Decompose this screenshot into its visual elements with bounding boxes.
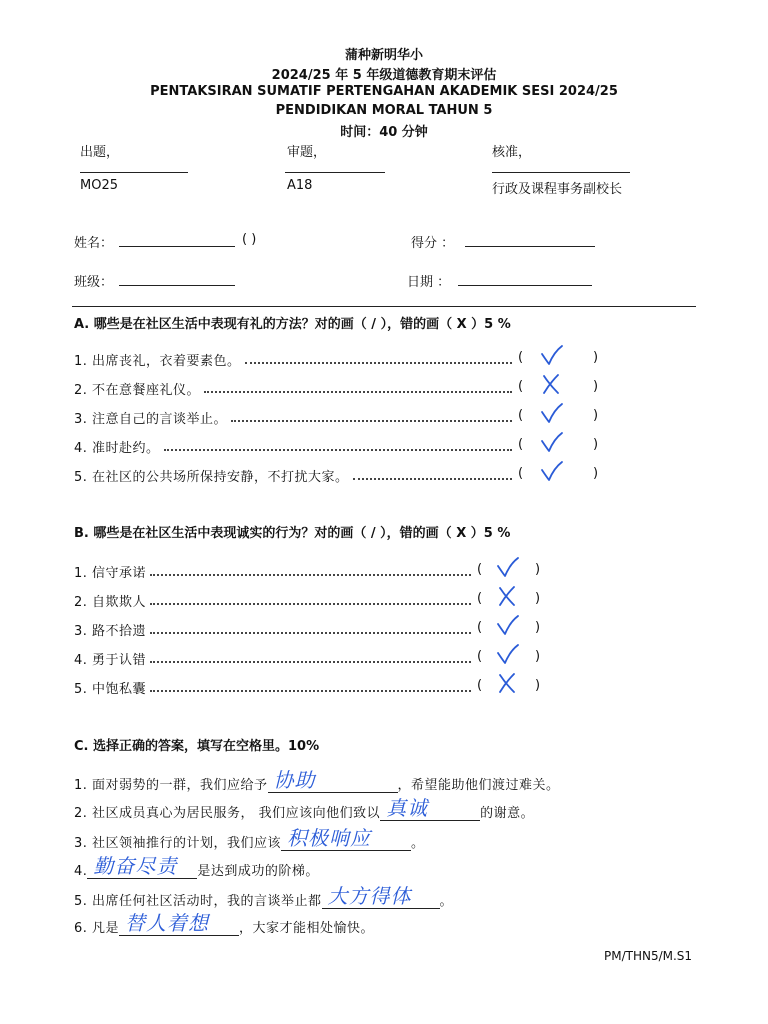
- answer-paren-close: ): [593, 466, 599, 481]
- fill-in-prefix: 4.: [74, 864, 88, 879]
- handwritten-answer: 协助: [273, 768, 316, 792]
- answer-blank[interactable]: [119, 911, 239, 936]
- reviewer-value: A18: [287, 178, 313, 193]
- fill-in-row: [74, 911, 375, 936]
- cross-mark-icon[interactable]: [496, 672, 522, 696]
- answer-paren-open: (: [477, 562, 483, 577]
- leader-dots: [150, 661, 471, 663]
- question-text: 5. 在社区的公共场所保持安静，不打扰大家。: [74, 470, 349, 485]
- leader-dots: [231, 420, 512, 422]
- section-b-title: B. 哪些是在社区生活中表现诚实的行为？对的画（ / ），错的画（ X ）5 %: [74, 526, 511, 541]
- setter-label: 出题，: [80, 145, 120, 160]
- handwritten-answer: 勤奋尽责: [93, 854, 178, 878]
- answer-paren-open: (: [518, 350, 524, 365]
- name-field[interactable]: [119, 246, 235, 247]
- fill-in-row: [74, 854, 319, 879]
- exam-title-ms: PENTAKSIRAN SUMATIF PERTENGAHAN AKADEMIK SESI 2024/25: [150, 84, 618, 99]
- answer-paren-open: (: [477, 620, 483, 635]
- question-text: 1. 信守承诺: [74, 566, 147, 581]
- exam-time: 时间：40 分钟: [340, 125, 428, 140]
- handwritten-answer: 真诚: [386, 796, 429, 820]
- fill-in-prefix: 1. 面对弱势的一群，我们应给予: [74, 778, 268, 793]
- answer-paren-close: ): [593, 437, 599, 452]
- setter-value: MO25: [80, 178, 118, 193]
- check-mark-icon[interactable]: [540, 460, 566, 484]
- section-c-title: C. 选择正确的答案，填写在空格里。10%: [74, 739, 320, 754]
- fill-in-suffix: ，大家才能相处愉快。: [239, 921, 375, 936]
- approver-value: 行政及课程事务副校长: [492, 182, 623, 197]
- setter-line: [80, 172, 188, 173]
- check-mark-icon[interactable]: [496, 556, 522, 580]
- reviewer-line: [285, 172, 385, 173]
- leader-dots: [150, 574, 471, 576]
- check-mark-icon[interactable]: [496, 643, 522, 667]
- answer-blank[interactable]: [281, 826, 411, 851]
- question-text: 4. 准时赴约。: [74, 441, 160, 456]
- check-mark-icon[interactable]: [540, 402, 566, 426]
- question-text: 3. 注意自己的言谈举止。: [74, 412, 228, 427]
- answer-paren-open: (: [518, 379, 524, 394]
- class-label: 班级：: [74, 275, 114, 290]
- question-text: 2. 不在意餐座礼仪。: [74, 383, 201, 398]
- answer-blank[interactable]: [87, 854, 197, 879]
- handwritten-answer: 积极响应: [287, 826, 372, 850]
- section-a-title: A. 哪些是在社区生活中表现有礼的方法？对的画（ / ），错的画（ X ）5 %: [74, 317, 511, 332]
- answer-paren-close: ): [593, 379, 599, 394]
- cross-mark-icon[interactable]: [496, 585, 522, 609]
- check-mark-icon[interactable]: [540, 431, 566, 455]
- leader-dots: [353, 478, 512, 480]
- fill-in-prefix: 3. 社区领袖推行的计划，我们应该: [74, 836, 282, 851]
- leader-dots: [150, 603, 471, 605]
- class-number-paren: ( ): [242, 232, 257, 247]
- fill-in-prefix: 5. 出席任何社区活动时，我的言谈举止都: [74, 894, 322, 909]
- school-name: 蒲种新明华小: [344, 48, 423, 63]
- class-field[interactable]: [119, 285, 235, 286]
- date-field[interactable]: [458, 285, 592, 286]
- fill-in-suffix: 。: [411, 836, 425, 851]
- page-code: PM/THN5/M.S1: [604, 949, 693, 963]
- question-text: 5. 中饱私囊: [74, 682, 147, 697]
- cross-mark-icon[interactable]: [540, 373, 566, 397]
- fill-in-suffix: 是达到成功的阶梯。: [197, 864, 319, 879]
- answer-paren-close: ): [593, 350, 599, 365]
- fill-in-suffix: ，希望能助他们渡过难关。: [397, 778, 560, 793]
- answer-paren-open: (: [477, 591, 483, 606]
- leader-dots: [204, 391, 512, 393]
- answer-paren-open: (: [477, 678, 483, 693]
- subject-title: PENDIDIKAN MORAL TAHUN 5: [275, 103, 493, 118]
- date-label: 日期 ：: [407, 275, 451, 290]
- answer-blank[interactable]: [322, 884, 440, 909]
- fill-in-row: [74, 796, 535, 821]
- question-text: 3. 路不拾遗: [74, 624, 147, 639]
- check-mark-icon[interactable]: [496, 614, 522, 638]
- question-text: 2. 自欺欺人: [74, 595, 147, 610]
- answer-paren-close: ): [535, 562, 541, 577]
- exam-title-cn: 2024/25 年 5 年级道德教育期末评估: [271, 68, 497, 83]
- leader-dots: [245, 362, 512, 364]
- answer-paren-close: ): [535, 591, 541, 606]
- fill-in-row: [74, 826, 425, 851]
- answer-paren-open: (: [477, 649, 483, 664]
- question-text: 4. 勇于认错: [74, 653, 147, 668]
- handwritten-answer: 大方得体: [327, 884, 412, 908]
- name-label: 姓名：: [74, 236, 114, 251]
- answer-blank[interactable]: [380, 796, 480, 821]
- reviewer-label: 审题，: [287, 145, 327, 160]
- answer-paren-open: (: [518, 466, 524, 481]
- leader-dots: [150, 632, 471, 634]
- fill-in-suffix: 。: [439, 894, 454, 909]
- approver-line: [492, 172, 630, 173]
- score-label: 得分 ：: [411, 236, 455, 251]
- fill-in-prefix: 6. 凡是: [74, 921, 120, 936]
- answer-paren-close: ): [535, 678, 541, 693]
- fill-in-suffix: 的谢意。: [480, 806, 535, 821]
- question-text: 1. 出席丧礼，衣着要素色。: [74, 354, 241, 369]
- check-mark-icon[interactable]: [540, 344, 566, 368]
- answer-paren-open: (: [518, 408, 524, 423]
- leader-dots: [164, 449, 512, 451]
- divider: [72, 306, 696, 307]
- leader-dots: [150, 690, 471, 692]
- answer-blank[interactable]: [268, 768, 398, 793]
- answer-paren-open: (: [518, 437, 524, 452]
- approver-label: 核准，: [492, 145, 532, 160]
- answer-paren-close: ): [535, 649, 541, 664]
- score-field[interactable]: [465, 246, 595, 247]
- answer-paren-close: ): [535, 620, 541, 635]
- fill-in-row: [74, 768, 560, 793]
- fill-in-prefix: 2. 社区成员真心为居民服务， 我们应该向他们致以: [74, 806, 381, 821]
- answer-paren-close: ): [593, 408, 599, 423]
- handwritten-answer: 替人着想: [125, 911, 210, 935]
